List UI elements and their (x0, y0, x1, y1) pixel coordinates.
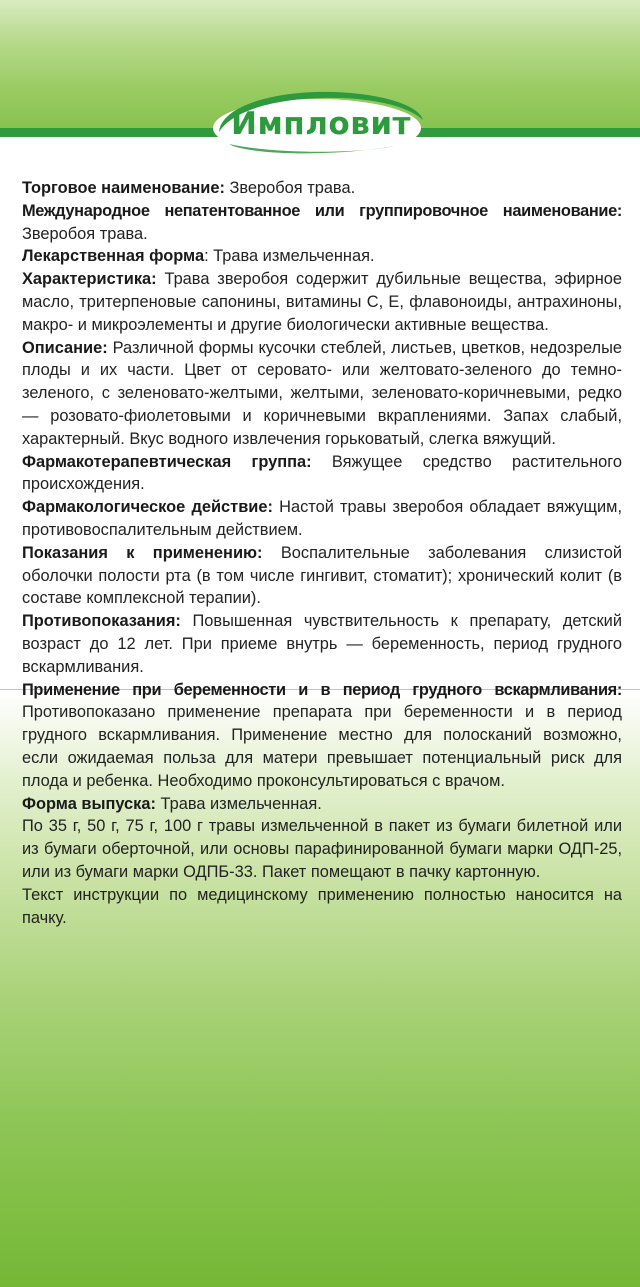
section-inn: Международное непатентованное или группировочное наименование: Зверобоя трава. (22, 201, 622, 243)
section-contraindications: Противопоказания: Повышенная чувствительность к препарату, детский возраст до 12 лет. При приеме внутрь — беременность, период грудного вскармливания. (22, 612, 622, 676)
section-pharmacological-action: Фармакологическое действие: Настой травы зверобоя обладает вяжущим, противовоспалительным действием. (22, 498, 623, 539)
brand-logo (205, 88, 437, 158)
instruction-text (22, 177, 622, 929)
section-release-form: Форма выпуска: Трава измельченная. (22, 794, 322, 813)
section-pharmacotherapeutic-group: Фармакотерапевтическая группа: Вяжущее средство растительного происхождения. (22, 452, 622, 494)
section-description: Описание: Различной формы кусочки стеблей, листьев, цветков, недозрелые плоды и их части. Цвет от серовато- или желтовато-зеленого до темно-зеленого, с зеленовато-желтыми, желтыми, зеленовато-коричневыми, редко — розовато-фиолетовыми и коричневыми вкраплениями. Запах слабый, характерный. Вкус водного извлечения горьковатый, слегка вяжущий. (22, 338, 622, 448)
paragraph-packaging: По 35 г, 50 г, 75 г, 100 г травы измельченной в пакет из бумаги билетной или из бумаги оберточной, или основы парафинированной бумаги марки ОДП-25, или из бумаги марки ОДПБ-33. Пакет помещают в пачку картонную. (22, 817, 622, 881)
logo-text: Импловит (231, 106, 412, 142)
section-indications: Показания к применению: Воспалительные заболевания слизистой оболочки полости рта (в том числе гингивит, стоматит); хронический колит (в составе комплексной терапии). (22, 543, 622, 608)
section-pregnancy: Применение при беременности и в период грудного вскармливания: Противопоказано применение препарата при беременности и в период грудного вскармливания. Применение местно для полосканий возможно, если ожидаемая польза для матери превышает потенциальный риск для плода и ребенка. Необходимо проконсультироваться с врачом. (22, 680, 622, 790)
paragraph-note: Текст инструкции по медицинскому применению полностью наносится на пачку. (22, 885, 622, 927)
section-characteristic: Характеристика: Трава зверобоя содержит дубильные вещества, эфирное масло, тритерпеновые сапонины, витамины С, Е, флавоноиды, антрахиноны, макро- и микроэлементы и другие биологически активные вещества. (22, 270, 622, 334)
section-dosage-form: Лекарственная форма: Трава измельченная. (22, 247, 375, 266)
section-trade-name: Торговое наименование: Зверобоя трава. (22, 179, 356, 197)
